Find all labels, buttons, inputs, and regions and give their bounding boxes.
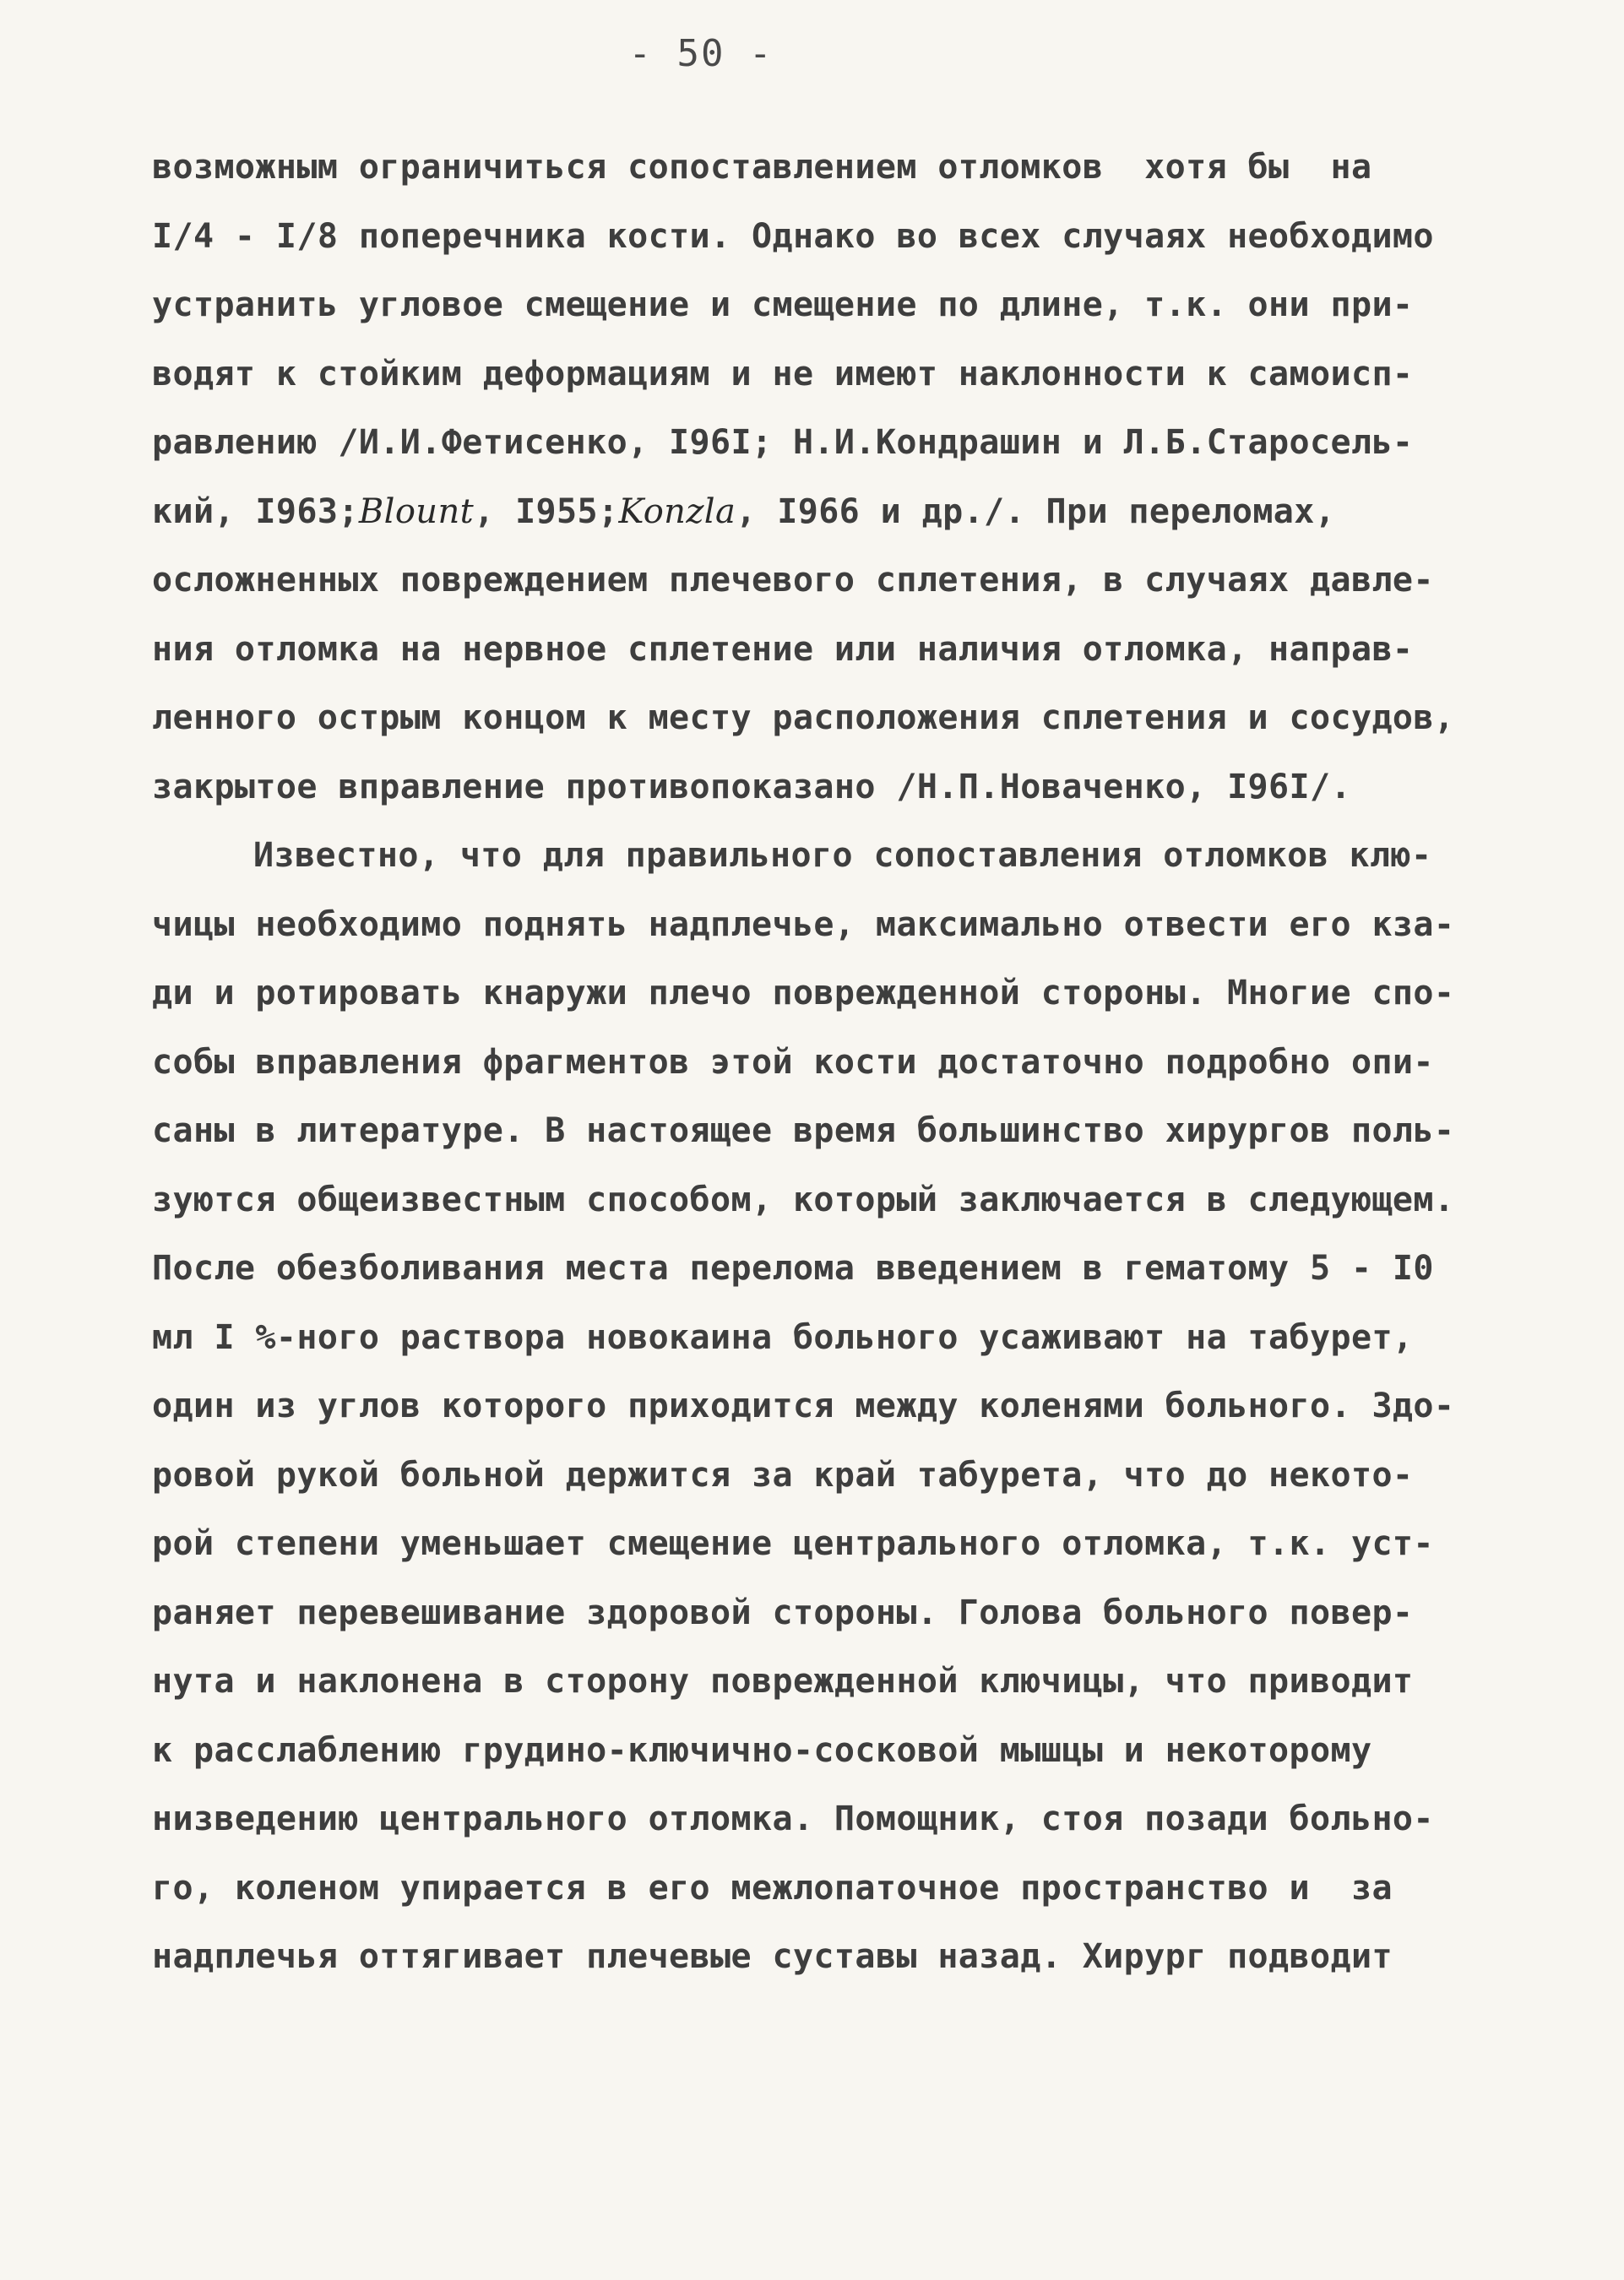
text-line: нута и наклонена в сторону поврежденной ключицы, что приводит	[152, 1662, 1414, 1701]
text-line: зуются общеизвестным способом, который заключается в следующем.	[152, 1180, 1455, 1219]
text-line: осложненных повреждением плечевого сплетения, в случаях давле-	[152, 561, 1434, 600]
text-line: собы вправления фрагментов этой кости достаточно подробно опи-	[152, 1042, 1434, 1082]
text-line: устранить угловое смещение и смещение по длине, т.к. они при-	[152, 285, 1414, 324]
text-line: возможным ограничиться сопоставлением отломков хотя бы на	[152, 148, 1372, 187]
text-line: равлению /И.И.Фетисенко, I96I; Н.И.Кондрашин и Л.Б.Старосель-	[152, 423, 1414, 462]
paragraph-2	[152, 822, 1469, 1992]
text-line: надплечья оттягивает плечевые суставы назад. Хирург подводит	[152, 1937, 1393, 1976]
text-line: к расслаблению грудино-ключично-сосковой мышцы и некоторому	[152, 1730, 1372, 1770]
body-text	[152, 133, 1469, 1992]
text-line: После обезболивания места перелома введением в гематому 5 - I0	[152, 1249, 1434, 1288]
text-line: рой степени уменьшает смещение центрального отломка, т.к. уст-	[152, 1524, 1434, 1563]
text-line: один из углов которого приходится между коленями больного. Здо-	[152, 1387, 1455, 1425]
text-line: Известно, что для правильного сопоставления отломков клю-	[253, 836, 1432, 875]
text-segment: , I955;	[474, 491, 619, 531]
handwritten-citation: Konzla	[618, 491, 736, 531]
text-line: I/4 - I/8 поперечника кости. Однако во всех случаях необходимо	[152, 216, 1434, 256]
text-line: мл I %-ного раствора новокаина больного усаживают на табурет,	[152, 1317, 1414, 1357]
text-line: низведению центрального отломка. Помощник, стоя позади больно-	[152, 1800, 1434, 1838]
text-line: ди и ротировать кнаружи плечо поврежденной стороны. Многие спо-	[152, 974, 1455, 1012]
text-segment: , I966 и др./. При переломах,	[736, 491, 1336, 531]
text-line: чицы необходимо поднять надплечье, максимально отвести его кза-	[152, 904, 1455, 944]
text-line: ния отломка на нервное сплетение или наличия отломка, направ-	[152, 629, 1414, 669]
text-line: го, коленом упирается в его межлопаточное пространство и за	[152, 1868, 1393, 1908]
text-segment: кий, I963;	[152, 491, 359, 531]
text-line: ленного острым концом к месту расположения сплетения и сосудов,	[152, 698, 1455, 737]
text-line: водят к стойким деформациям и не имеют наклонности к самоисп-	[152, 354, 1414, 394]
page-number: - 50 -	[628, 32, 774, 75]
text-line	[152, 478, 1469, 547]
text-line: ровой рукой больной держится за край табурета, что до некото-	[152, 1455, 1414, 1495]
paragraph-1	[152, 133, 1469, 822]
text-line: закрытое вправление противопоказано /Н.П.Новаченко, I96I/.	[152, 767, 1351, 806]
handwritten-citation: Blount	[358, 491, 475, 531]
text-line: саны в литературе. В настоящее время большинство хирургов поль-	[152, 1111, 1455, 1150]
text-line: раняет перевешивание здоровой стороны. Голова больного повер-	[152, 1593, 1414, 1632]
